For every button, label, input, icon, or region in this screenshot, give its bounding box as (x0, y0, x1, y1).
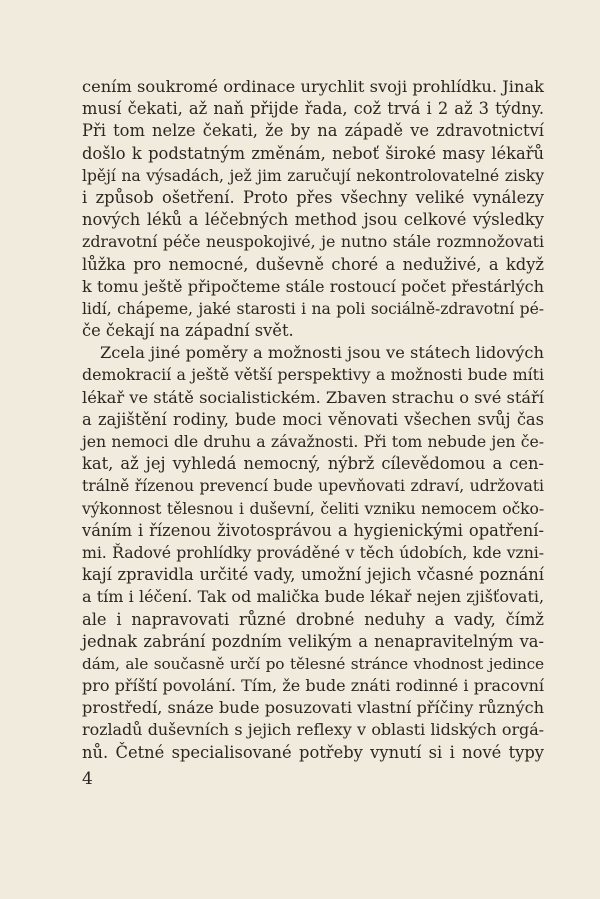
text-line: lpějí na výsadách, jež jim zaručují nekontrolovatelné zisky (82, 165, 544, 185)
text-line: váním i řízenou životosprávou a hygienickými opatření- (82, 520, 544, 540)
text-line: Při tom nelze čekati, že by na západě ve zdravotnictví (82, 121, 544, 141)
text-line: če čekají na západní svět. (82, 321, 294, 341)
text-line: kají zpravidla určité vady, umožní jejich včasné poznání (82, 565, 544, 585)
text-line: dám, ale současně určí po tělesné stránce vhodnost jedince (82, 654, 544, 673)
text-line: rozladů duševních s jejich reflexy v oblasti lidských orgá- (82, 720, 544, 740)
text-line: k tomu ještě připočteme stále rostoucí počet přestárlých (82, 276, 544, 296)
text-line: pro příští povolání. Tím, že bude znáti rodinné i pracovní (82, 676, 544, 696)
text-line: lůžka pro nemocné, duševně choré a neduživé, a když (82, 254, 544, 274)
text-line: prostředí, snáze bude posuzovati vlastní příčiny různých (82, 698, 544, 718)
text-line: mi. Řadové prohlídky prováděné v těch údobích, kde vzni- (82, 542, 544, 562)
text-line: nových léků a léčebných method jsou celkové výsledky (82, 210, 544, 230)
text-line: Zcela jiné poměry a možnosti jsou ve státech lidových (100, 343, 544, 363)
text-line: i způsob ošetření. Proto přes všechny veliké vynálezy (82, 187, 544, 207)
text-line: výkonnost tělesnou i duševní, čeliti vzniku nemocem očko- (82, 499, 544, 518)
text-line: a zajištění rodiny, bude moci věnovati všechen svůj čas (82, 409, 544, 429)
text-line: musí čekati, až naň přijde řada, což trvá i 2 až 3 týdny. (82, 99, 544, 119)
page-number: 4 (82, 769, 93, 789)
paragraph-2 (82, 342, 544, 764)
text-line: jen nemoci dle druhu a závažnosti. Při tom nebude jen če- (82, 432, 544, 451)
body-text (82, 76, 544, 764)
text-line: a tím i léčení. Tak od malička bude lékař nejen zjišťovati, (82, 587, 544, 607)
text-line: zdravotní péče neuspokojivé, je nutno stále rozmnožovati (82, 232, 544, 252)
text-line: ale i napravovati různé drobné neduhy a vady, čímž (82, 609, 544, 629)
text-line: demokracií a ještě větší perspektivy a možnosti bude míti (82, 365, 544, 385)
text-line: došlo k podstatným změnám, neboť široké masy lékařů (82, 143, 544, 163)
text-line: nů. Četné specialisované potřeby vynutí si i nové typy (82, 742, 544, 762)
text-line: kat, až jej vyhledá nemocný, nýbrž cílevědomou a cen- (82, 454, 544, 474)
text-line: lékař ve státě socialistickém. Zbaven strachu o své stáří (82, 387, 544, 407)
text-line: cením soukromé ordinace urychlit svoji prohlídku. Jinak (82, 77, 544, 96)
text-line: jednak zabrání pozdním velikým a nenapravitelným va- (82, 631, 544, 651)
text-line: trálně řízenou prevencí bude upevňovati zdraví, udržovati (82, 476, 544, 496)
text-line: lidí, chápeme, jaké starosti i na poli sociálně-zdravotní pé- (82, 298, 544, 318)
paragraph-1 (82, 76, 544, 342)
